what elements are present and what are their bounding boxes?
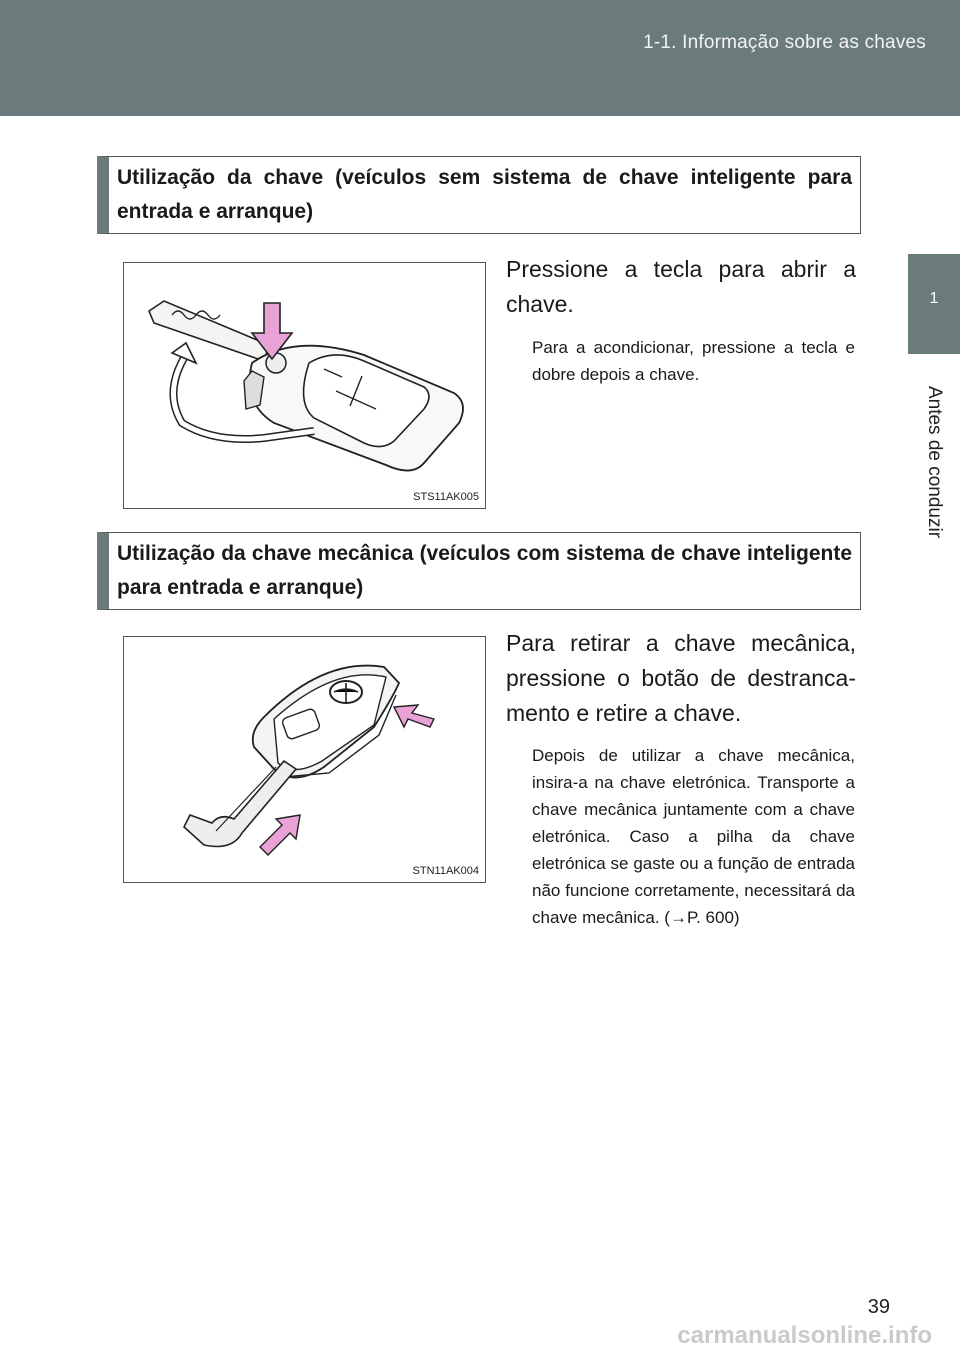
chapter-number: 1	[929, 290, 939, 307]
section-heading-key-usage: Utilização da chave (veículos sem sistema de chave inteligente para entrada e arranque)	[97, 156, 861, 234]
figure-code: STN11AK004	[412, 865, 479, 877]
figure-code: STS11AK005	[413, 491, 479, 503]
folding-key-illustration	[124, 263, 484, 507]
header-band	[0, 0, 960, 116]
figure-folding-key	[123, 262, 486, 509]
lead-text: Pressione a tecla para abrir a chave.	[506, 256, 856, 317]
unlock-arrow-icon	[394, 705, 434, 727]
section-heading-mechanical-key: Utilização da chave mecânica (veículos com sistema de chave inteligente para entrada e arranque)	[97, 532, 861, 610]
figure-smart-key	[123, 636, 486, 883]
pull-arrow-icon	[260, 815, 300, 855]
side-tab-top	[908, 116, 960, 254]
note-text: Depois de utilizar a chave mecânica, insira-a na chave eletrónica. Transporte a chave mecânica juntamente com a chave eletrónica. Caso a pilha da chave eletrónica se gaste ou a função de entrada não funcione corretamente, necessitará da chave mecânica. (→P. 600)	[532, 746, 855, 927]
lead-text: Para retirar a chave mecânica, pressione o botão de destranca-mento e retire a chave.	[506, 630, 856, 726]
smart-key-illustration	[124, 637, 484, 881]
watermark: carmanualsonline.info	[677, 1322, 932, 1349]
chapter-label: Antes de conduzir	[924, 385, 945, 539]
page-number: 39	[867, 1296, 890, 1318]
running-head: 1-1. Informação sobre as chaves	[643, 32, 926, 53]
note-text: Para a acondicionar, pressione a tecla e dobre depois a chave.	[532, 338, 855, 384]
